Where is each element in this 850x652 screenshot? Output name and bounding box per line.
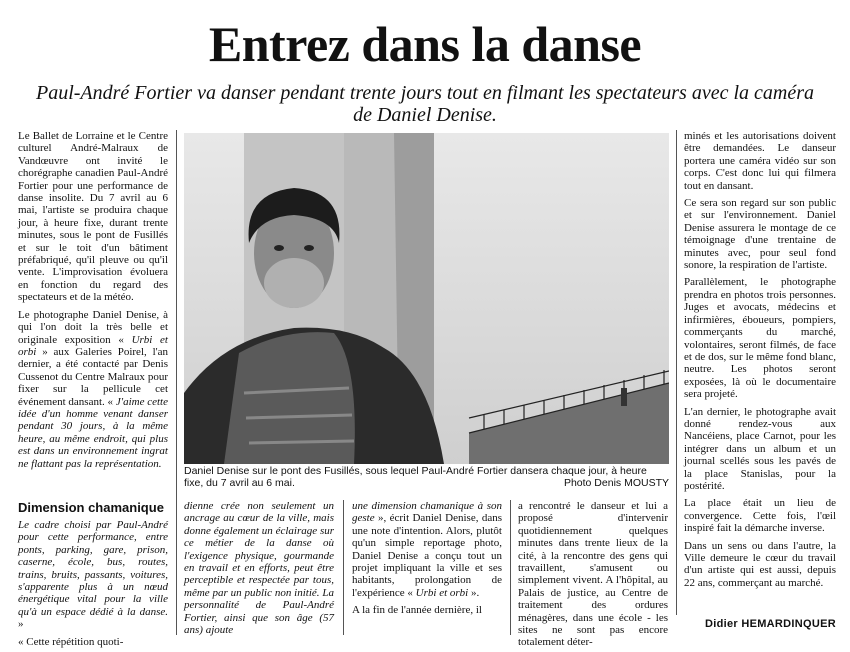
text-run: Urbi et orbi	[412, 586, 469, 599]
quote-run: J'aime cette idée d'un homme venant danser pendant 30 jours, à la même heure, au même endroit, qui plus est dans un environnement ingrat ne flattant pas la représentation.	[18, 395, 168, 470]
article-column-4: a rencontré le danseur et lui a proposé d'intervenir quotidiennement quelques minutes dans trente lieux de la cité, à la rencontre des gens qui travaillent, s'amusent ou simplement vivent. A l'hôpital, au Palais de justice, au Centre de traitement des ordures ménagères, dans une école - les sites ne sont pas encore totalement déter-	[518, 500, 668, 649]
byline: Didier HEMARDINQUER	[705, 618, 836, 630]
text-run: ».	[468, 586, 480, 599]
column-divider	[676, 130, 677, 615]
column-divider	[343, 500, 344, 635]
paragraph: Parallèlement, le photographe prendra en photos trois personnes. Juges et avocats, médecins et infirmières, éboueurs, pompiers, commerçants du marché, volontaires, seront filmés, de face et de dos, sur le même fond blanc, neutre. Les photos seront exposées, là où le documentaire sera projeté.	[684, 276, 836, 401]
article-photo	[184, 133, 669, 464]
paragraph: Dans un sens ou dans l'autre, la Ville demeure le cœur du travail d'un artiste qui est aussi, depuis 22 ans, commerçant au marché.	[684, 539, 836, 589]
column-divider	[510, 500, 511, 635]
article-column-3	[352, 500, 502, 617]
paragraph: La place était un lieu de convergence. Cette fois, l'œil inspiré fait la démarche inverse.	[684, 497, 836, 535]
text-run: Le cadre choisi par Paul-André pour cette performance, entre ponts, parking, gare, prison, caserne, école, bus, routes, trains, bruits, passants, voitures, s'apparente plus à un nœud énergétique vital pour la ville qu'à un espace dédié à la danse.	[18, 519, 168, 618]
text-run: », écrit Daniel Denise, dans une note d'intention. Alors, plutôt qu'un simple reportage photo, Daniel Denise a conçu tout un projet impliquant la ville et ses habitants, prolongation de l'expérience «	[352, 512, 502, 599]
text-run: » aux Galeries Poirel, l'an dernier, a été contacté par Denis Cussenot du Centre Malraux pour fixer sur la pellicule cet événement dansant. «	[18, 345, 169, 408]
photo-illustration	[184, 133, 669, 464]
paragraph	[352, 500, 502, 599]
paragraph: A la fin de l'année dernière, il	[352, 604, 482, 617]
article-column-1	[18, 130, 168, 475]
photo-caption	[184, 465, 669, 489]
deck-subtitle: Paul-André Fortier va danser pendant trente jours tout en filmant les spectateurs avec la caméra de Daniel Denise.	[35, 82, 814, 126]
paragraph	[18, 519, 168, 631]
paragraph: Le Ballet de Lorraine et le Centre culturel André-Malraux de Vandœuvre ont invité le chorégraphe canadien Paul-André Fortier pour une performance de danse insolite. Du 7 avril au 6 mai, l'artiste se produira chaque jour, à heure fixe, durant trente minutes, sous le pont de Fusillés et sur le toit d'un bâtiment préfabriqué, qu'il pleuve ou qu'il vente. L'improvisation évoluera en fonction du regard des spectateurs et de la météo.	[18, 130, 168, 304]
photo-credit: Photo Denis MOUSTY	[563, 477, 669, 489]
paragraph: « Cette répétition quoti-	[18, 635, 124, 648]
paragraph	[18, 309, 168, 470]
column-divider	[176, 130, 177, 635]
text-run: Le photographe Daniel Denise, à qui l'on doit la très belle et originale exposition «	[18, 308, 168, 346]
article-column-2: dienne crée non seulement un ancrage au cœur de la ville, mais donne également un éclairage sur ce métier de la danse où l'exigence physique, gourmande en travail et en efforts, peut être perceptible et respectée par tous, même par un public non initié. La personnalité de Paul-André Fortier, ainsi que son âge (57 ans) ajoute	[184, 500, 334, 637]
subhead: Dimension chamanique	[18, 500, 164, 515]
text-run: »	[18, 618, 24, 631]
text-run: Urbi et orbi	[18, 333, 168, 358]
article-column-1-lower	[18, 500, 168, 652]
text-run: une dimension chamanique à son geste	[352, 500, 502, 525]
headline: Entrez dans la danse	[208, 16, 642, 72]
paragraph: Ce sera son regard sur son public et sur l'environnement. Daniel Denise assurera le montage de ce témoignage d'une trentaine de minutes avec, pour seul fond sonore, la respiration de l'artiste.	[684, 197, 836, 272]
article-column-5	[684, 130, 836, 594]
paragraph: minés et les autorisations doivent être demandées. Le danseur portera une caméra vidéo sur son corps. C'est donc lui qui filmera tout en dansant.	[684, 130, 836, 192]
paragraph: L'an dernier, le photographe avait donné rendez-vous aux Nancéiens, place Carnot, pour les intégrer dans un album et un journal scellés sous les pavés de la place Stanislas, pour la postérité.	[684, 405, 836, 492]
caption-text: Daniel Denise sur le pont des Fusillés, sous lequel Paul-André Fortier dansera chaque jour, à heure fixe, du 7 avril au 6 mai.	[184, 465, 647, 489]
